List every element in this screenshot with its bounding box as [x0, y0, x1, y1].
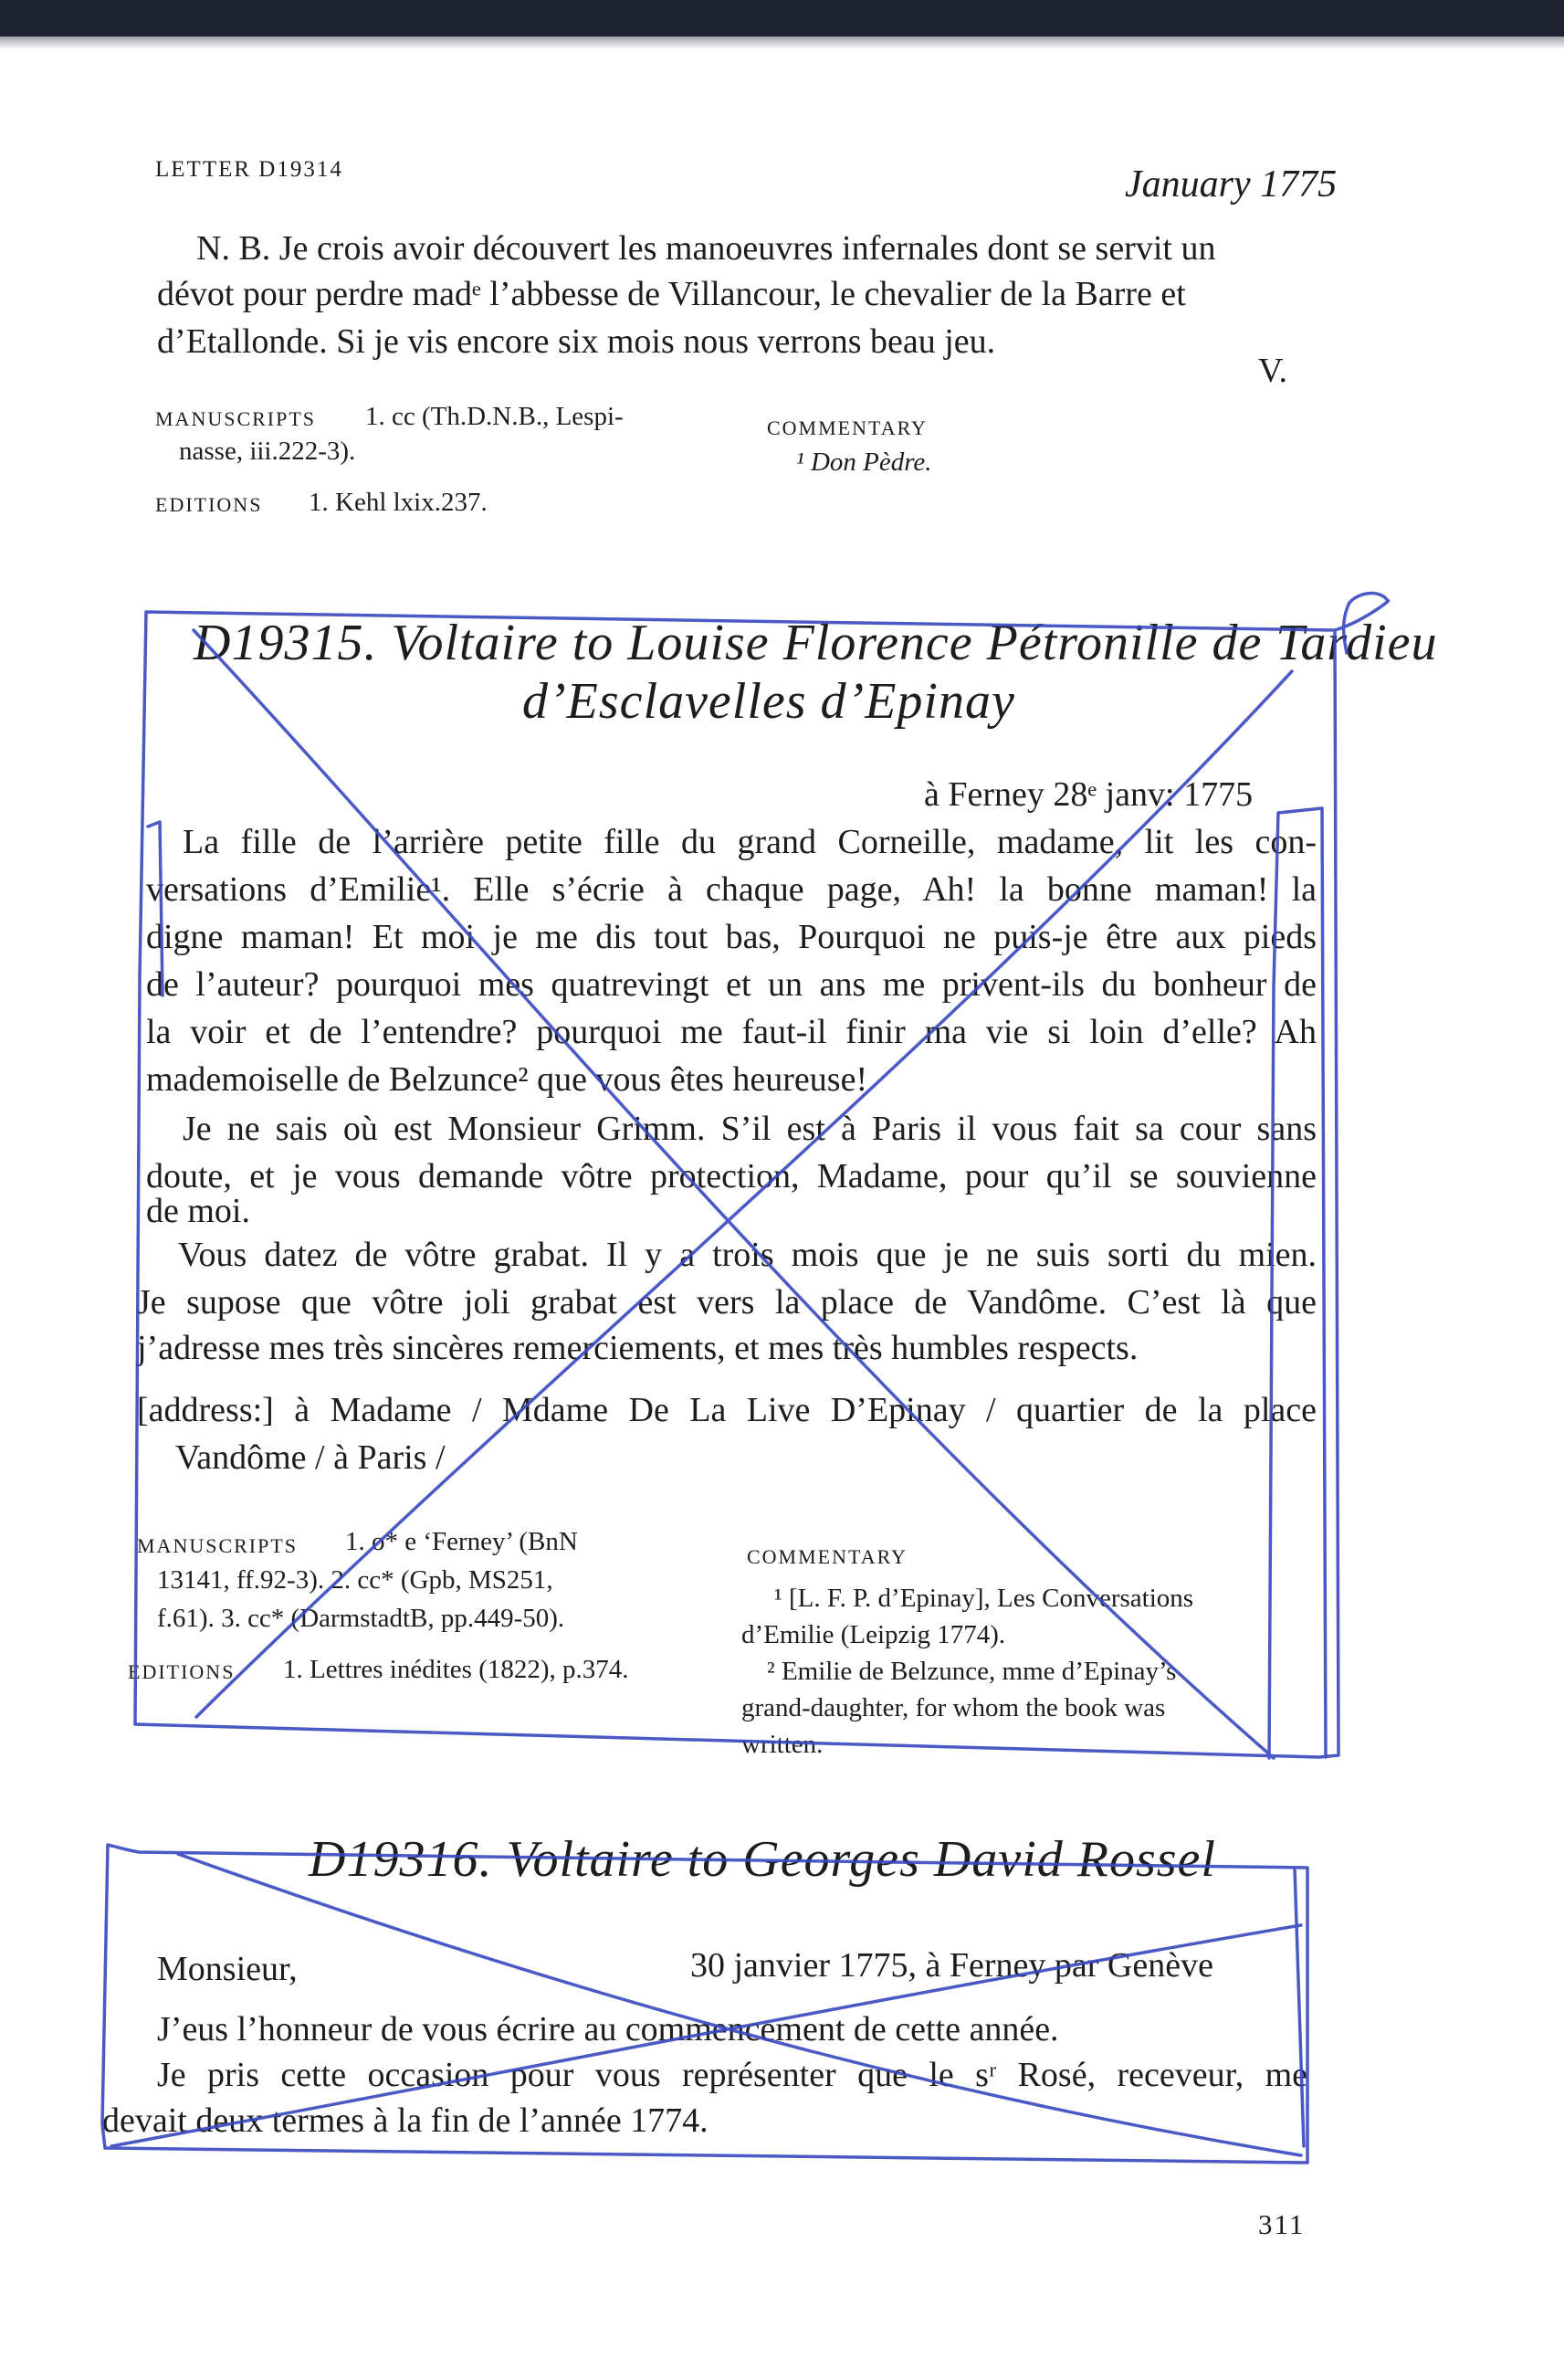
pen-cross-stroke: [194, 630, 1274, 1758]
manuscripts-text: 1. o* e ‘Ferney’ (BnN: [345, 1527, 578, 1556]
commentary-text: written.: [741, 1730, 824, 1759]
manuscripts-text: 1. cc (Th.D.N.B., Lespi-: [365, 402, 624, 431]
manuscripts-label: MANUSCRIPTS: [155, 407, 317, 430]
pen-cross-stroke: [178, 1854, 1301, 2155]
nb-line: dévot pour perdre madᵉ l’abbesse de Villancour, le chevalier de la Barre et: [157, 275, 1186, 313]
letter-heading: D19316. Voltaire to Georges David Rossel: [309, 1831, 1216, 1888]
text-line: Je supose que vôtre joli grabat est vers la place de Vandôme. C’est là que: [137, 1283, 1317, 1322]
manuscripts-text: nasse, iii.222-3).: [179, 437, 356, 466]
signature: V.: [1258, 352, 1288, 390]
nb-line: d’Etallonde. Si je vis encore six mois nous verrons beau jeu.: [157, 322, 996, 361]
text-line: de l’auteur? pourquoi mes quatrevingt et un ans me privent-ils du bonheur de: [146, 965, 1317, 1004]
manuscripts-label: MANUSCRIPTS: [137, 1534, 299, 1557]
text-line: de moi.: [146, 1192, 250, 1230]
text-line: doute, et je vous demande vôtre protection, Madame, pour qu’il se souvienne: [146, 1157, 1317, 1195]
text-line: Je ne sais où est Monsieur Grimm. S’il est à Paris il vous fait sa cour sans: [183, 1110, 1317, 1148]
pen-cross-stroke: [111, 1925, 1301, 2146]
text-line: digne maman! Et moi je me dis tout bas, Pourquoi ne puis-je être aux pieds: [146, 918, 1317, 956]
address-line: Vandôme / à Paris /: [175, 1438, 446, 1477]
manuscripts-text: f.61). 3. cc* (DarmstadtB, pp.449-50).: [157, 1604, 565, 1633]
commentary-text: d’Emilie (Leipzig 1774).: [741, 1620, 1006, 1649]
place-date: 30 janvier 1775, à Ferney par Genève: [690, 1946, 1213, 1985]
editions-label: EDITIONS: [155, 493, 263, 516]
page-number: 311: [1258, 2208, 1306, 2240]
editions-label: EDITIONS: [128, 1660, 236, 1683]
running-header-letter: LETTER D19314: [155, 157, 343, 182]
letter-heading: D19315. Voltaire to Louise Florence Pétronille de Tardieu: [194, 615, 1438, 671]
manuscripts-text: 13141, ff.92-3). 2. cc* (Gpb, MS251,: [157, 1565, 553, 1595]
place-date: à Ferney 28ᵉ janv: 1775: [924, 775, 1254, 814]
text-line: la voir et de l’entendre? pourquoi me faut-il finir ma vie si loin d’elle? Ah: [146, 1013, 1317, 1051]
commentary-text: ¹ [L. F. P. d’Epinay], Les Conversations: [774, 1584, 1194, 1613]
address-line: [address:] à Madame / Mdame De La Live D’Epinay / quartier de la place: [137, 1391, 1317, 1429]
pen-box-inner-line: [1295, 1868, 1304, 2146]
text-line: La fille de l’arrière petite fille du grand Corneille, madame, lit les con-: [183, 823, 1317, 861]
running-header-date: January 1775: [1125, 163, 1338, 205]
commentary-label: COMMENTARY: [767, 416, 928, 439]
pen-box-outline: [135, 612, 1338, 1757]
salutation: Monsieur,: [157, 1950, 298, 1988]
commentary-text: ¹ Don Pèdre.: [796, 448, 932, 477]
text-line: mademoiselle de Belzunce² que vous êtes heureuse!: [146, 1060, 868, 1099]
commentary-text: ² Emilie de Belzunce, mme d’Epinay’s: [767, 1657, 1177, 1686]
pen-loop: [1335, 594, 1389, 653]
text-line: devait deux termes à la fin de l’année 1774.: [102, 2101, 709, 2140]
editions-text: 1. Lettres inédites (1822), p.374.: [283, 1655, 629, 1684]
text-line: versations d’Emilie¹. Elle s’écrie à chaque page, Ah! la bonne maman! la: [146, 870, 1317, 909]
editions-text: 1. Kehl lxix.237.: [309, 488, 488, 517]
pen-cross-stroke: [196, 671, 1292, 1717]
nb-line: N. B. Je crois avoir découvert les manoeuvres infernales dont se servit un: [196, 229, 1216, 268]
commentary-text: grand-daughter, for whom the book was: [741, 1693, 1166, 1722]
commentary-label: COMMENTARY: [747, 1545, 908, 1568]
pen-box-inner-line: [1269, 808, 1326, 1758]
text-line: Vous datez de vôtre grabat. Il y a trois mois que je ne suis sorti du mien.: [178, 1236, 1317, 1274]
text-line: J’eus l’honneur de vous écrire au commencement de cette année.: [157, 2010, 1059, 2048]
text-line: j’adresse mes très sincères remerciements, et mes très humbles respects.: [137, 1329, 1139, 1367]
letter-heading: d’Esclavelles d’Epinay: [522, 673, 1015, 730]
text-line: Je pris cette occasion pour vous représenter que le sʳ Rosé, receveur, me: [157, 2056, 1307, 2094]
pen-box-inner-line: [148, 822, 163, 995]
